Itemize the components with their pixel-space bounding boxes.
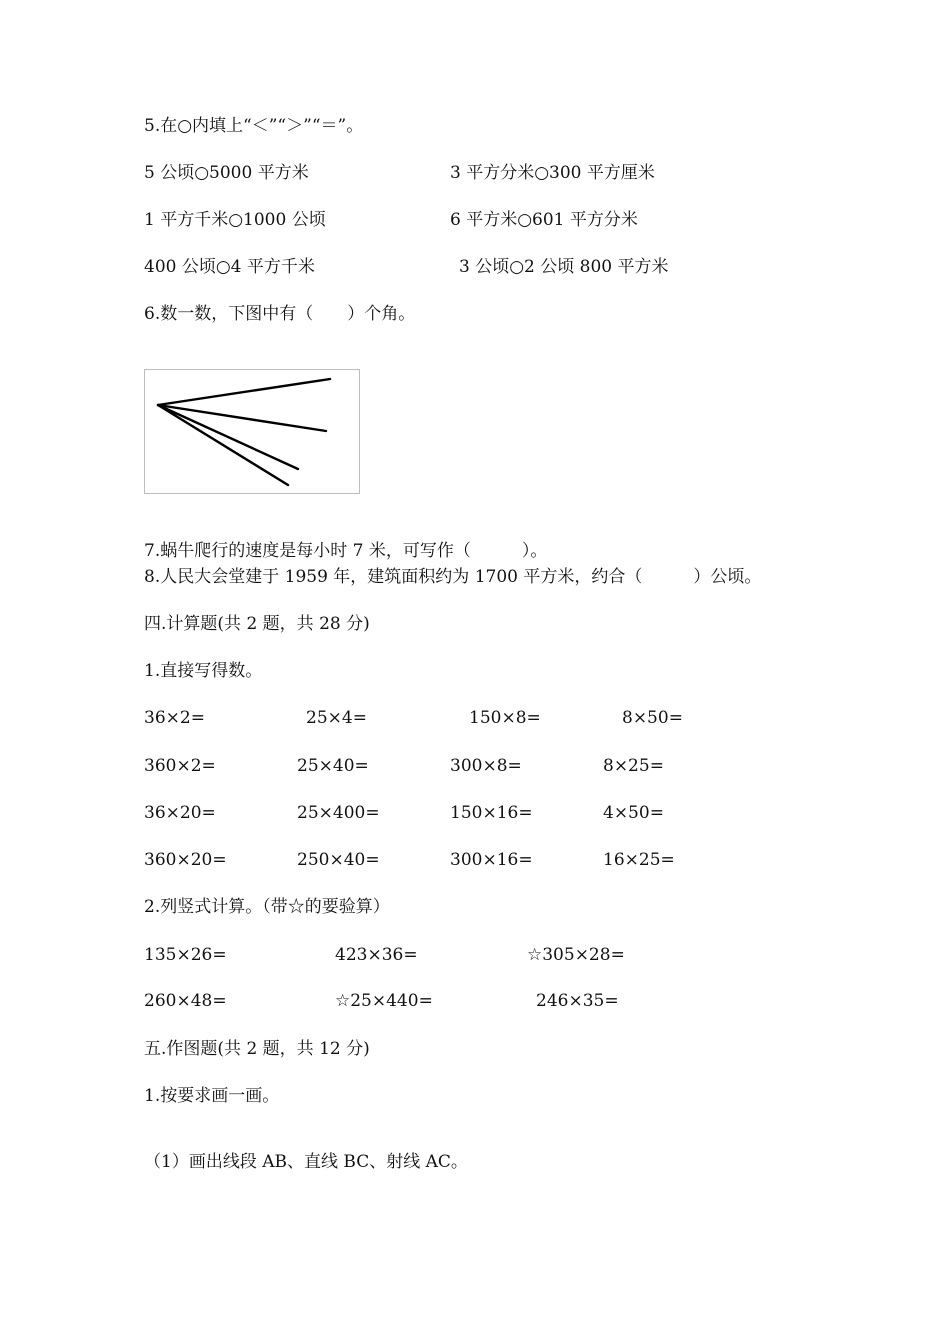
calc-r4-c4: 16×25= (603, 850, 675, 870)
vertical-r2-c2: ☆25×440= (335, 991, 433, 1011)
ray-3 (158, 405, 298, 469)
calc-r2-c2: 25×40= (297, 756, 369, 776)
vertical-r1-c3: ☆305×28= (527, 945, 625, 965)
calc-r4-c2: 250×40= (297, 850, 380, 870)
calc-r1-c3: 150×8= (469, 708, 541, 728)
q5-item-2: 3 平方分米○300 平方厘米 (450, 163, 655, 183)
q5-item-4: 6 平方米○601 平方分米 (450, 210, 638, 230)
q5-item-1: 5 公顷○5000 平方米 (144, 163, 309, 183)
calc-r3-c3: 150×16= (450, 803, 533, 823)
angle-rays-figure (144, 369, 360, 494)
s4-p1-title: 1.直接写得数。 (144, 661, 263, 681)
q6-title: 6.数一数，下图中有（ ）个角。 (144, 304, 416, 324)
vertical-r2-c3: 246×35= (536, 991, 619, 1011)
section4-title: 四.计算题(共 2 题，共 28 分) (144, 614, 370, 634)
calc-r3-c4: 4×50= (603, 803, 664, 823)
ray-4 (158, 405, 288, 485)
angle-rays-icon (145, 370, 359, 493)
vertical-r1-c1: 135×26= (144, 945, 227, 965)
calc-r1-c4: 8×50= (622, 708, 683, 728)
calc-r2-c4: 8×25= (603, 756, 664, 776)
s5-p1-title: 1.按要求画一画。 (144, 1086, 280, 1106)
q5-title: 5.在○内填上“＜”“＞”“＝”。 (144, 116, 364, 136)
q8-text: 8.人民大会堂建于 1959 年，建筑面积约为 1700 平方米，约合（ ）公顷。 (144, 567, 762, 587)
vertical-r2-c1: 260×48= (144, 991, 227, 1011)
q5-item-3: 1 平方千米○1000 公顷 (144, 210, 326, 230)
ray-1 (158, 379, 330, 405)
calc-r1-c2: 25×4= (306, 708, 367, 728)
calc-r2-c1: 360×2= (144, 756, 216, 776)
q5-item-6: 3 公顷○2 公顷 800 平方米 (459, 257, 669, 277)
calc-r4-c1: 360×20= (144, 850, 227, 870)
section5-title: 五.作图题(共 2 题，共 12 分) (144, 1039, 370, 1059)
calc-r1-c1: 36×2= (144, 708, 205, 728)
ray-2 (158, 405, 326, 431)
vertical-r1-c2: 423×36= (335, 945, 418, 965)
calc-r3-c1: 36×20= (144, 803, 216, 823)
calc-r3-c2: 25×400= (297, 803, 380, 823)
calc-r4-c3: 300×16= (450, 850, 533, 870)
calc-r2-c3: 300×8= (450, 756, 522, 776)
q5-item-5: 400 公顷○4 平方千米 (144, 257, 315, 277)
q7-text: 7.蜗牛爬行的速度是每小时 7 米，可写作（ ）。 (144, 541, 548, 561)
s5-p1-sub1: （1）画出线段 AB、直线 BC、射线 AC。 (144, 1152, 468, 1172)
s4-p2-title: 2.列竖式计算。（带☆的要验算） (144, 897, 390, 917)
